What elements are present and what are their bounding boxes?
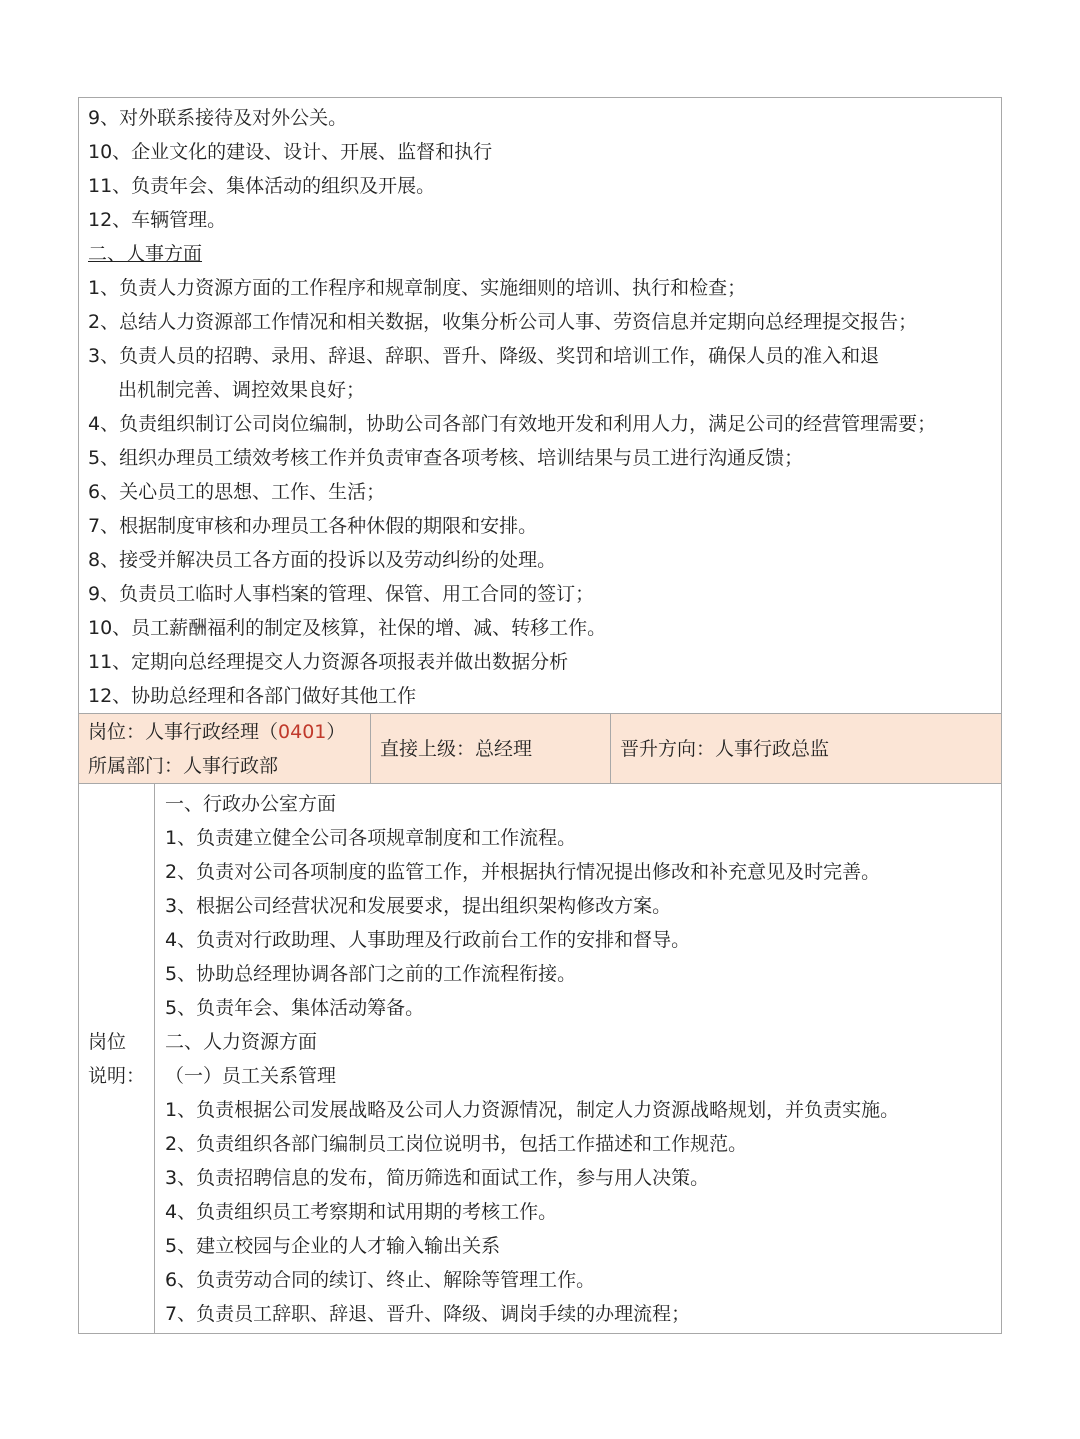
continued-duties-block	[79, 98, 1001, 713]
department-label: 所属部门：人事行政部	[88, 754, 279, 777]
hr-duty-line: 1、负责人力资源方面的工作程序和规章制度、实施细则的培训、执行和检查；	[88, 277, 747, 299]
position-title	[88, 715, 370, 749]
superior-label: 直接上级：总经理	[380, 737, 533, 760]
hr-duty-line: 4、负责组织制订公司岗位编制，协助公司各部门有效地开发和利用人力，满足公司的经营管理需要；	[88, 413, 937, 435]
description-line: 6、负责劳动合同的续订、终止、解除等管理工作。	[165, 1269, 596, 1291]
hr-duty-line: 5、组织办理员工绩效考核工作并负责审查各项考核、培训结果与员工进行沟通反馈；	[88, 447, 804, 469]
description-line: 3、根据公司经营状况和发展要求，提出组织架构修改方案。	[165, 895, 672, 917]
description-label-line2: 说明：	[88, 1064, 146, 1087]
description-line: 5、协助总经理协调各部门之前的工作流程衔接。	[165, 963, 577, 985]
promotion-cell	[610, 714, 1001, 783]
description-line: 5、负责年会、集体活动筹备。	[165, 997, 425, 1019]
description-line: 5、建立校园与企业的人才输入输出关系	[165, 1235, 501, 1257]
description-label-line1: 岗位	[88, 1030, 127, 1053]
hr-duty-line: 12、协助总经理和各部门做好其他工作	[88, 685, 417, 707]
duty-line: 12、车辆管理。	[88, 209, 227, 231]
hr-duty-line: 10、员工薪酬福利的制定及核算，社保的增、减、转移工作。	[88, 617, 607, 639]
hr-duty-line: 2、总结人力资源部工作情况和相关数据，收集分析公司人事、劳资信息并定期向总经理提交报告；	[88, 311, 918, 333]
hr-duty-line: 9、负责员工临时人事档案的管理、保管、用工合同的签订；	[88, 583, 595, 605]
hr-duty-line: 11、定期向总经理提交人力资源各项报表并做出数据分析	[88, 651, 569, 673]
description-line: （一）员工关系管理	[165, 1065, 337, 1087]
hr-duty-line: 8、接受并解决员工各方面的投诉以及劳动纠纷的处理。	[88, 549, 557, 571]
duty-line: 9、对外联系接待及对外公关。	[88, 107, 348, 129]
description-line: 1、负责建立健全公司各项规章制度和工作流程。	[165, 827, 577, 849]
duty-line: 10、企业文化的建设、设计、开展、监督和执行	[88, 141, 493, 163]
description-line: 4、负责对行政助理、人事助理及行政前台工作的安排和督导。	[165, 929, 691, 951]
hr-duty-line-continued: 出机制完善、调控效果良好；	[118, 379, 366, 401]
description-line: 2、负责组织各部门编制员工岗位说明书，包括工作描述和工作规范。	[165, 1133, 748, 1155]
duty-line: 11、负责年会、集体活动的组织及开展。	[88, 175, 436, 197]
description-content-cell	[155, 784, 1001, 1333]
job-description-table	[78, 97, 1002, 1334]
position-description-row	[79, 784, 1001, 1333]
description-line: 一、行政办公室方面	[165, 793, 337, 815]
description-line: 二、人力资源方面	[165, 1031, 318, 1053]
description-line: 1、负责根据公司发展战略及公司人力资源情况，制定人力资源战略规划，并负责实施。	[165, 1099, 900, 1121]
hr-section-heading: 二、人事方面	[88, 243, 203, 265]
position-header-row	[79, 713, 1001, 784]
description-line: 2、负责对公司各项制度的监管工作，并根据执行情况提出修改和补充意见及时完善。	[165, 861, 881, 883]
position-suffix: ）	[326, 720, 346, 743]
hr-duty-line: 6、关心员工的思想、工作、生活；	[88, 481, 386, 503]
hr-duty-line: 3、负责人员的招聘、录用、辞退、辞职、晋升、降级、奖罚和培训工作，确保人员的准入和退	[88, 345, 880, 367]
description-line: 7、负责员工辞职、辞退、晋升、降级、调岗手续的办理流程；	[165, 1303, 691, 1325]
position-prefix: 岗位：人事行政经理（	[88, 720, 279, 743]
position-info-cell	[79, 714, 370, 783]
promotion-label: 晋升方向：人事行政总监	[620, 737, 830, 760]
description-label-cell	[79, 784, 155, 1333]
superior-cell	[370, 714, 610, 783]
hr-duty-line: 7、根据制度审核和办理员工各种休假的期限和安排。	[88, 515, 538, 537]
description-line: 4、负责组织员工考察期和试用期的考核工作。	[165, 1201, 558, 1223]
description-line: 3、负责招聘信息的发布，简历筛选和面试工作，参与用人决策。	[165, 1167, 710, 1189]
position-code: 0401	[278, 720, 327, 743]
